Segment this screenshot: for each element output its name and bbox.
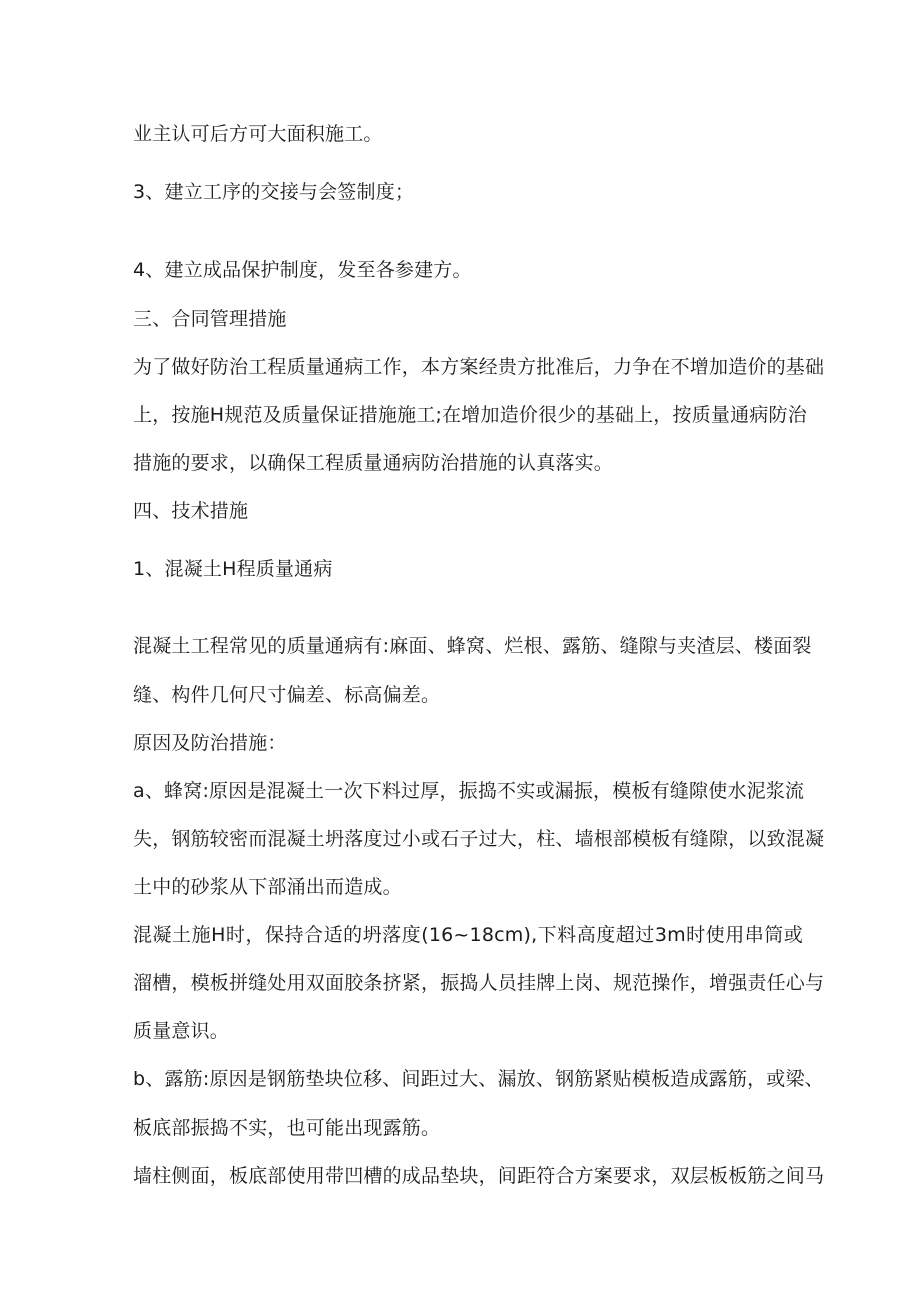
list-item: 4、建立成品保护制度，发至各参建方。 — [133, 259, 472, 281]
text-line: 混凝土施H时，保持合适的坍落度(16~18cm),下料高度超过3m时使用串筒或 — [133, 924, 803, 946]
subsection-heading: 1、混凝土H程质量通病 — [133, 558, 333, 580]
text-line: 业主认可后方可大面积施工。 — [133, 123, 383, 145]
text-line: 原因及防治措施： — [133, 732, 287, 754]
text-line: 上，按施H规范及质量保证措施施工;在增加造价很少的基础上，按质量通病防治 — [133, 404, 807, 426]
text-line: 缝、构件几何尺寸偏差、标高偏差。 — [133, 684, 441, 706]
text-line: 板底部振捣不实，也可能出现露筋。 — [133, 1117, 441, 1139]
text-line: 质量意识。 — [133, 1020, 230, 1042]
section-heading: 四、技术措施 — [133, 500, 249, 522]
text-line: 为了做好防治工程质量通病工作，本方案经贵方批准后，力争在不增加造价的基础 — [133, 356, 825, 378]
text-line: 失，钢筋较密而混凝土坍落度过小或石子过大，柱、墙根部模板有缝隙，以致混凝 — [133, 828, 825, 850]
text-line: 土中的砂浆从下部涌出而造成。 — [133, 876, 402, 898]
section-heading: 三、合同管理措施 — [133, 308, 287, 330]
text-line: a、蜂窝:原因是混凝土一次下料过厚，振捣不实或漏振，模板有缝隙使水泥浆流 — [133, 780, 805, 802]
list-item: 3、建立工序的交接与会签制度； — [133, 181, 415, 203]
text-line: b、露筋:原因是钢筋垫块位移、间距过大、漏放、钢筋紧贴模板造成露筋，或梁、 — [133, 1068, 824, 1090]
text-line: 混凝土工程常见的质量通病有:麻面、蜂窝、烂根、露筋、缝隙与夹渣层、楼面裂 — [133, 635, 812, 657]
text-line: 墙柱侧面，板底部使用带凹槽的成品垫块，间距符合方案要求，双层板板筋之间马 — [133, 1165, 825, 1187]
text-line: 溜槽，模板拼缝处用双面胶条挤紧，振捣人员挂牌上岗、规范操作，增强责任心与 — [133, 972, 825, 994]
text-line: 措施的要求，以确保工程质量通病防治措施的认真落实。 — [133, 452, 614, 474]
